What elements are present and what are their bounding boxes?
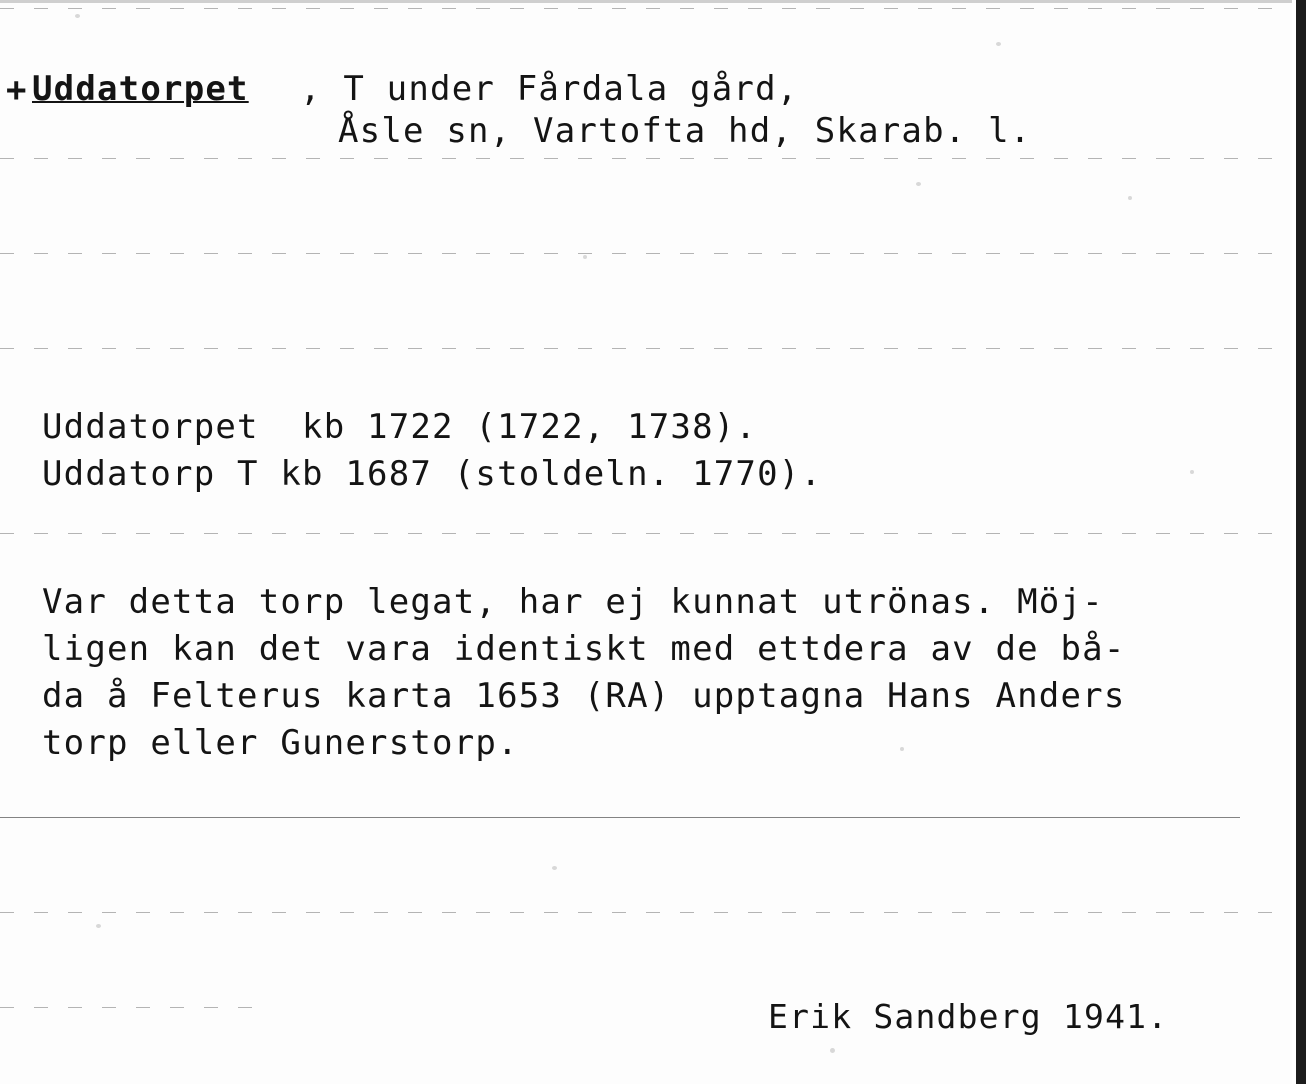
scan-speck bbox=[96, 924, 101, 928]
scan-speck bbox=[75, 14, 80, 18]
location-line: Åsle sn, Vartofta hd, Skarab. l. bbox=[338, 111, 1032, 151]
note-line: da å Felterus karta 1653 (RA) upptagna Hans Anders bbox=[42, 676, 1126, 716]
card-rule bbox=[0, 817, 1240, 818]
headword: Uddatorpet bbox=[32, 69, 249, 109]
scan-speck bbox=[1190, 470, 1194, 474]
card-rule bbox=[0, 912, 1290, 913]
card-top-edge bbox=[0, 0, 1296, 3]
scan-edge bbox=[1296, 0, 1306, 1084]
scan-speck bbox=[552, 866, 557, 870]
card-rule bbox=[0, 8, 1290, 9]
card-rule bbox=[0, 158, 1290, 159]
attestation-line: Uddatorp T kb 1687 (stoldeln. 1770). bbox=[42, 454, 823, 494]
scan-speck bbox=[1128, 196, 1132, 200]
signature: Erik Sandberg 1941. bbox=[768, 997, 1169, 1036]
cross-mark: + bbox=[6, 70, 27, 110]
scan-speck bbox=[900, 747, 904, 751]
card-rule bbox=[0, 348, 1290, 349]
card-rule bbox=[0, 1007, 270, 1008]
attestation-line: Uddatorpet kb 1722 (1722, 1738). bbox=[42, 407, 758, 447]
headword-qualifier: , T under Fårdala gård, bbox=[300, 69, 799, 109]
scan-speck bbox=[996, 42, 1001, 46]
scan-speck bbox=[916, 182, 921, 186]
card-rule bbox=[0, 253, 1290, 254]
card-rule bbox=[0, 533, 1290, 534]
note-line: Var detta torp legat, har ej kunnat utrönas. Möj- bbox=[42, 582, 1104, 622]
scan-speck bbox=[583, 255, 587, 259]
note-line: ligen kan det vara identiskt med ettdera av de bå- bbox=[42, 629, 1126, 669]
scan-speck bbox=[830, 1048, 835, 1053]
note-line: torp eller Gunerstorp. bbox=[42, 723, 519, 763]
